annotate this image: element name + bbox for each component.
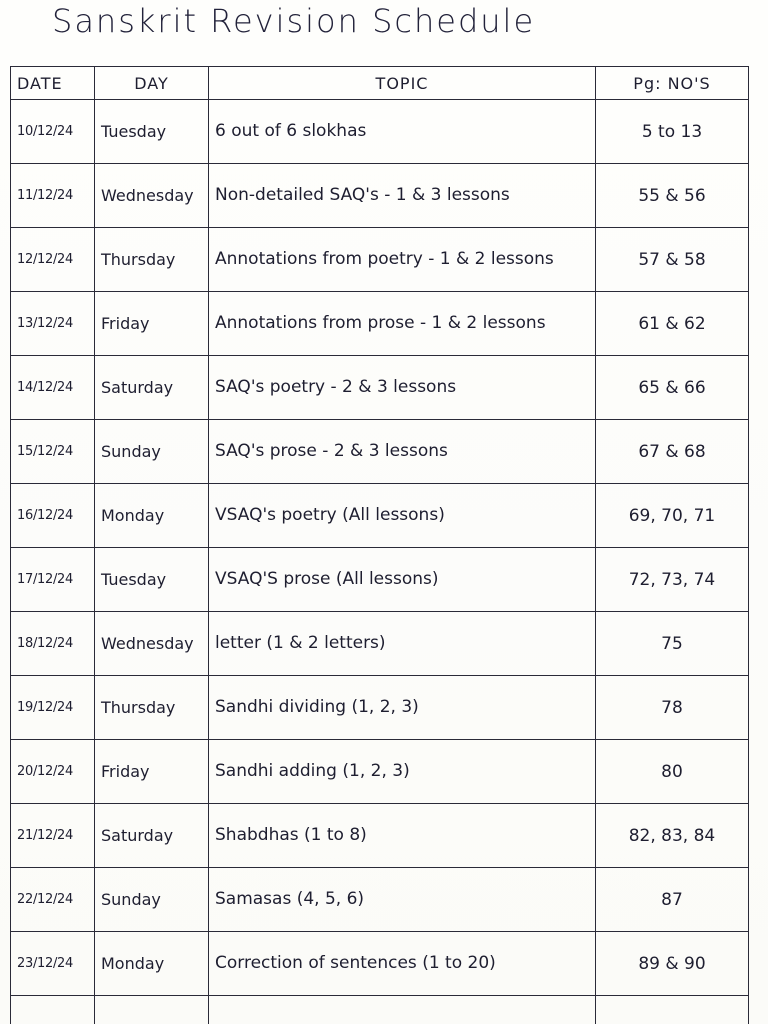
cell-pages: 55 & 56: [596, 164, 749, 228]
table-header: [11, 67, 749, 100]
table-row: [11, 420, 749, 484]
table-body: [11, 100, 749, 1024]
cell-pages: 89 & 90: [596, 932, 749, 996]
cell-date: 18/12/24: [11, 612, 95, 676]
cell-topic: Sandhi dividing (1, 2, 3): [209, 676, 596, 740]
cell-topic: Non-detailed SAQ's - 1 & 3 lessons: [209, 164, 596, 228]
cell-pages: 57 & 58: [596, 228, 749, 292]
cell-date: 17/12/24: [11, 548, 95, 612]
cell-day: Friday: [95, 740, 209, 804]
cell-empty: [209, 996, 596, 1024]
cell-day: Sunday: [95, 420, 209, 484]
cell-pages: 69, 70, 71: [596, 484, 749, 548]
page-title: Sanskrit Revision Schedule: [52, 2, 536, 40]
cell-empty: [95, 996, 209, 1024]
cell-date: 12/12/24: [11, 228, 95, 292]
cell-date: 13/12/24: [11, 292, 95, 356]
cell-topic: Shabdhas (1 to 8): [209, 804, 596, 868]
header-row: [11, 67, 749, 100]
table-row: [11, 548, 749, 612]
cell-topic: Sandhi adding (1, 2, 3): [209, 740, 596, 804]
cell-pages: 5 to 13: [596, 100, 749, 164]
header-date: DATE: [11, 67, 95, 100]
cell-pages: 82, 83, 84: [596, 804, 749, 868]
cell-pages: 61 & 62: [596, 292, 749, 356]
cell-day: Tuesday: [95, 548, 209, 612]
cell-day: Friday: [95, 292, 209, 356]
table-row: [11, 100, 749, 164]
cell-topic: Samasas (4, 5, 6): [209, 868, 596, 932]
header-topic: TOPIC: [209, 67, 596, 100]
cell-date: 10/12/24: [11, 100, 95, 164]
cell-day: Tuesday: [95, 100, 209, 164]
cell-date: 21/12/24: [11, 804, 95, 868]
cell-empty: [596, 996, 749, 1024]
cell-date: 14/12/24: [11, 356, 95, 420]
table-row: [11, 356, 749, 420]
cell-topic: Annotations from prose - 1 & 2 lessons: [209, 292, 596, 356]
cell-topic: VSAQ'S prose (All lessons): [209, 548, 596, 612]
table-row: [11, 228, 749, 292]
cell-day: Sunday: [95, 868, 209, 932]
cell-pages: 67 & 68: [596, 420, 749, 484]
cell-day: Thursday: [95, 228, 209, 292]
cell-date: 23/12/24: [11, 932, 95, 996]
schedule-table: [10, 66, 749, 1024]
cell-day: Saturday: [95, 356, 209, 420]
header-day: DAY: [95, 67, 209, 100]
cell-topic: Correction of sentences (1 to 20): [209, 932, 596, 996]
cell-date: 16/12/24: [11, 484, 95, 548]
cell-day: Thursday: [95, 676, 209, 740]
cell-date: 22/12/24: [11, 868, 95, 932]
cell-day: Wednesday: [95, 164, 209, 228]
cell-pages: 65 & 66: [596, 356, 749, 420]
cell-day: Wednesday: [95, 612, 209, 676]
cell-date: 19/12/24: [11, 676, 95, 740]
cell-date: 20/12/24: [11, 740, 95, 804]
table-row: [11, 292, 749, 356]
cell-topic: Annotations from poetry - 1 & 2 lessons: [209, 228, 596, 292]
schedule-container: [10, 66, 746, 1024]
cell-day: Saturday: [95, 804, 209, 868]
cell-date: 15/12/24: [11, 420, 95, 484]
cell-day: Monday: [95, 932, 209, 996]
empty-row: [11, 996, 749, 1024]
table-row: [11, 868, 749, 932]
cell-pages: 87: [596, 868, 749, 932]
cell-topic: VSAQ's poetry (All lessons): [209, 484, 596, 548]
cell-topic: SAQ's poetry - 2 & 3 lessons: [209, 356, 596, 420]
cell-topic: 6 out of 6 slokhas: [209, 100, 596, 164]
cell-topic: letter (1 & 2 letters): [209, 612, 596, 676]
cell-day: Monday: [95, 484, 209, 548]
table-row: [11, 164, 749, 228]
cell-pages: 80: [596, 740, 749, 804]
header-pages: Pg: NO'S: [596, 67, 749, 100]
table-row: [11, 676, 749, 740]
table-row: [11, 484, 749, 548]
cell-date: 11/12/24: [11, 164, 95, 228]
cell-empty: [11, 996, 95, 1024]
table-row: [11, 932, 749, 996]
cell-pages: 78: [596, 676, 749, 740]
table-row: [11, 804, 749, 868]
cell-pages: 75: [596, 612, 749, 676]
table-row: [11, 612, 749, 676]
cell-topic: SAQ's prose - 2 & 3 lessons: [209, 420, 596, 484]
cell-pages: 72, 73, 74: [596, 548, 749, 612]
table-row: [11, 740, 749, 804]
